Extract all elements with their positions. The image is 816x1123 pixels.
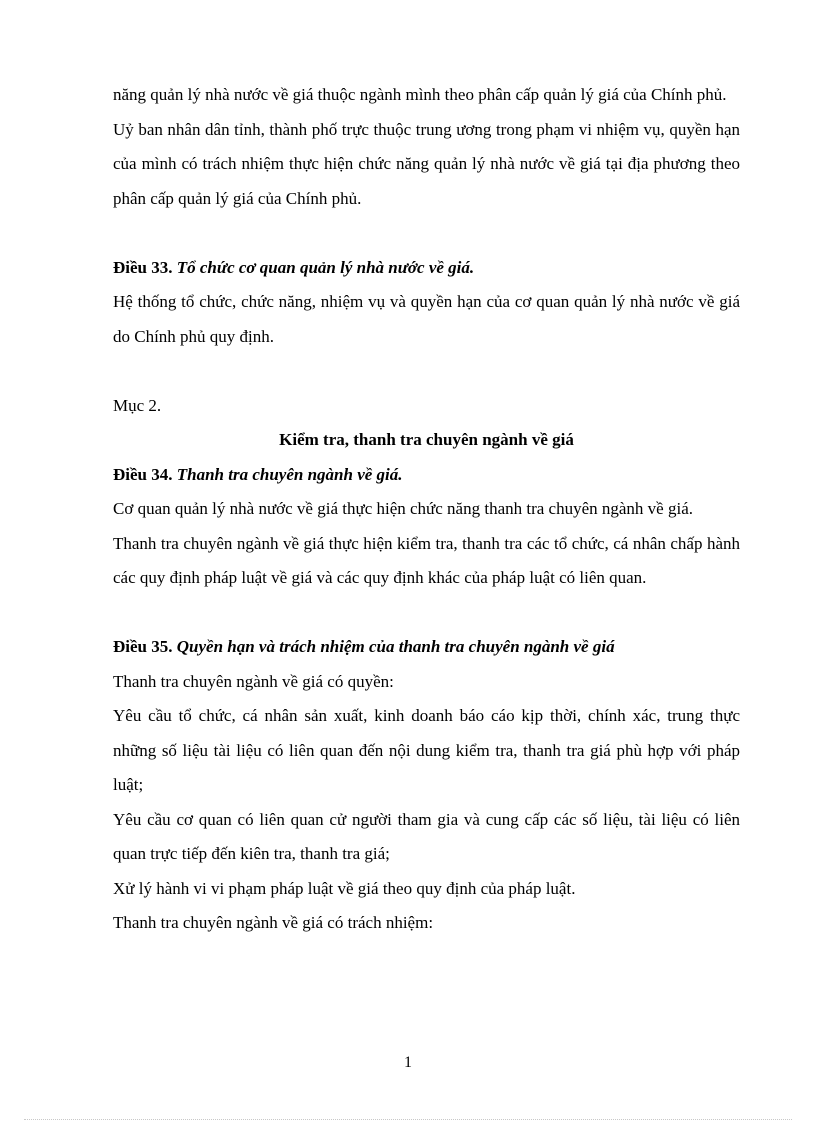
article-33-title: Tổ chức cơ quan quản lý nhà nước về giá. [176,257,475,277]
page-bottom-divider [24,1119,792,1120]
section-title: Kiểm tra, thanh tra chuyên ngành về giá [279,430,574,449]
paragraph: năng quản lý nhà nước về giá thuộc ngành mình theo phân cấp quản lý giá của Chính phủ. [113,85,727,104]
article-34-label: Điều 34. [113,464,173,484]
spacer [113,354,740,389]
article-33-label: Điều 33. [113,257,173,277]
article-34-heading [113,458,740,493]
section-label: Mục 2. [113,395,162,415]
paragraph: Thanh tra chuyên ngành về giá thực hiện kiểm tra, thanh tra các tổ chức, cá nhân chấp hành các quy định pháp luật về giá và các quy định khác của pháp luật có liên quan. [113,533,740,587]
paragraph: Hệ thống tổ chức, chức năng, nhiệm vụ và quyền hạn của cơ quan quản lý nhà nước về giá do Chính phủ quy định. [113,292,740,346]
spacer [113,596,740,631]
spacer [113,216,740,251]
paragraph: Cơ quan quản lý nhà nước về giá thực hiện chức năng thanh tra chuyên ngành về giá. [113,499,694,518]
document-page [113,78,740,941]
paragraph: Xử lý hành vi vi phạm pháp luật về giá theo quy định của pháp luật. [113,878,576,898]
paragraph: Thanh tra chuyên ngành về giá có trách nhiệm: [113,913,434,932]
article-33-heading [113,251,740,286]
page-number: 1 [404,1054,412,1071]
paragraph: Uỷ ban nhân dân tỉnh, thành phố trực thuộc trung ương trong phạm vi nhiệm vụ, quyền hạn của mình có trách nhiệm thực hiện chức năng quản lý nhà nước về giá tại địa phương theo phân cấp quản lý giá của Chính phủ. [113,119,740,208]
article-35-heading [113,630,740,665]
paragraph: Yêu cầu tổ chức, cá nhân sản xuất, kinh doanh báo cáo kịp thời, chính xác, trung thực những số liệu tài liệu có liên quan đến nội dung kiểm tra, thanh tra giá phù hợp với pháp luật; [113,706,740,794]
paragraph: Yêu cầu cơ quan có liên quan cử người tham gia và cung cấp các số liệu, tài liệu có liên quan trực tiếp đến kiên tra, thanh tra giá; [113,809,740,863]
article-35-title: Quyền hạn và trách nhiệm của thanh tra chuyên ngành về giá [176,637,615,656]
article-35-label: Điều 35. [113,637,173,656]
paragraph: Thanh tra chuyên ngành về giá có quyền: [113,671,394,691]
article-34-title: Thanh tra chuyên ngành về giá. [176,464,403,484]
